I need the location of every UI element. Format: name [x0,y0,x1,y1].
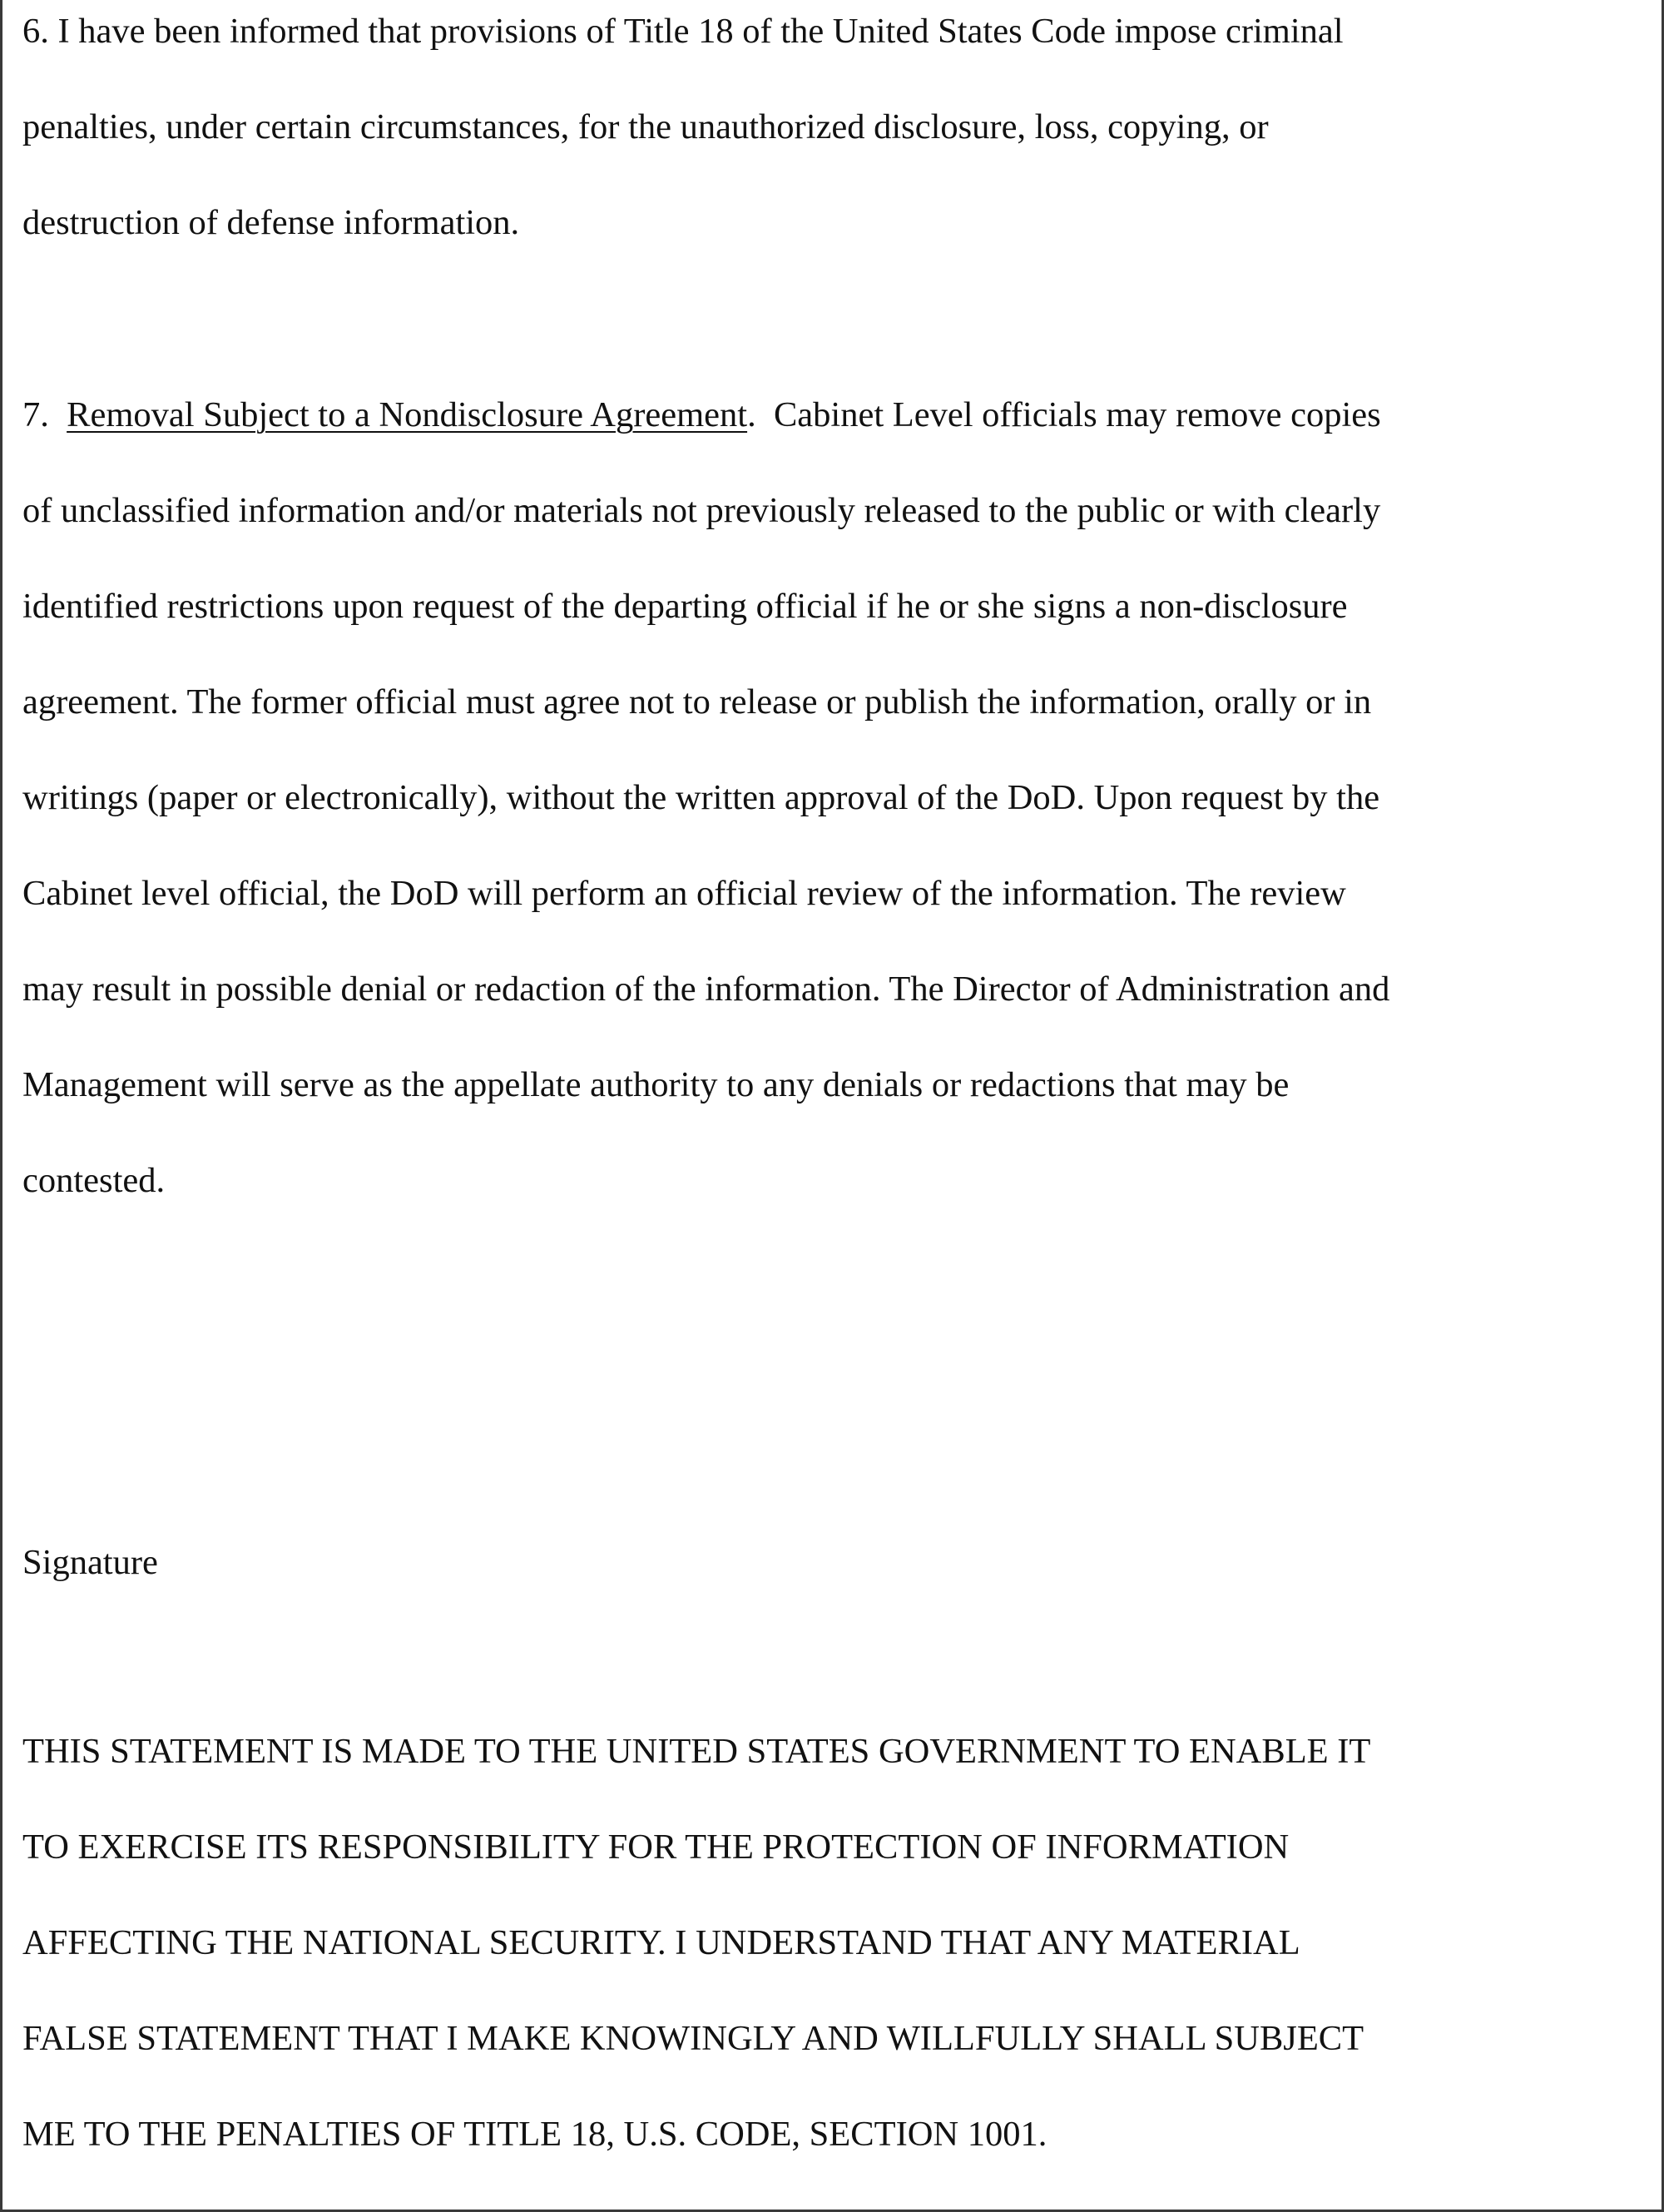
statement-line: ME TO THE PENALTIES OF TITLE 18, U.S. CODE, SECTION 1001. [22,2115,1047,2154]
paragraph-7-first-line [22,367,1653,463]
paragraph-7-heading-tail: . Cabinet Level officials may remove copies [747,395,1381,434]
paragraph-7-line: Cabinet level official, the DoD will perform an official review of the information. The review [22,874,1346,913]
paragraph-6 [22,0,1653,270]
paragraph-7-line: of unclassified information and/or materials not previously released to the public or with clearly [22,491,1381,530]
paragraph-7-line: writings (paper or electronically), without the written approval of the DoD. Upon request by the [22,778,1380,817]
paragraph-7-heading: Removal Subject to a Nondisclosure Agreement [67,395,748,434]
paragraph-6-line: penalties, under certain circumstances, for the unauthorized disclosure, loss, copying, or [22,107,1269,146]
statement-line: THIS STATEMENT IS MADE TO THE UNITED STATES GOVERNMENT TO ENABLE IT [22,1732,1371,1771]
statement-line: AFFECTING THE NATIONAL SECURITY. I UNDERSTAND THAT ANY MATERIAL [22,1923,1300,1962]
certification-statement [22,1704,1653,2182]
statement-line: FALSE STATEMENT THAT I MAKE KNOWINGLY AND WILLFULLY SHALL SUBJECT [22,2019,1364,2058]
statement-line: TO EXERCISE ITS RESPONSIBILITY FOR THE PROTECTION OF INFORMATION [22,1828,1290,1867]
paragraph-6-line: 6. I have been informed that provisions of Title 18 of the United States Code impose criminal [22,12,1344,51]
signature-label: Signature [22,1543,158,1582]
paragraph-7-line: contested. [22,1161,166,1200]
paragraph-7-line: identified restrictions upon request of the departing official if he or she signs a non-disclosure [22,587,1348,626]
paragraph-7-line: agreement. The former official must agree not to release or publish the information, orally or in [22,682,1372,722]
paragraph-7 [22,367,1653,1228]
paragraph-7-line: Management will serve as the appellate authority to any denials or redactions that may be [22,1065,1290,1104]
paragraph-7-number: 7. [22,395,67,434]
paragraph-6-line: destruction of defense information. [22,203,520,242]
paragraph-7-line: may result in possible denial or redaction of the information. The Director of Administration and [22,970,1390,1009]
